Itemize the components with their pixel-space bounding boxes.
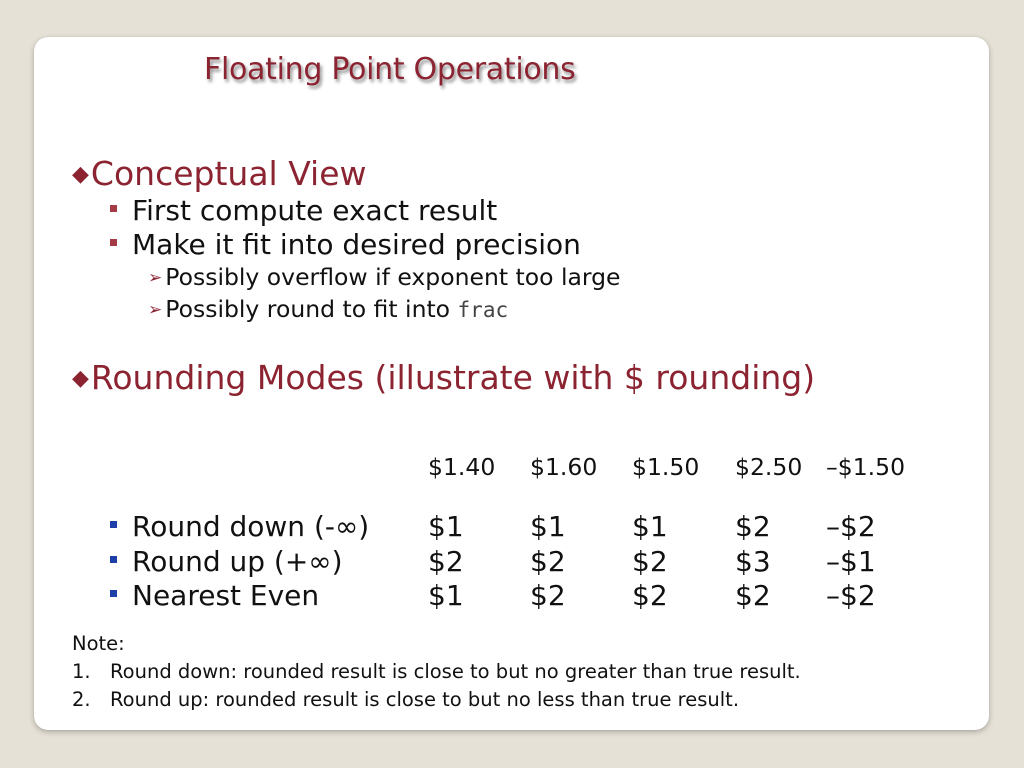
note-number: 1. [72, 660, 91, 683]
table-cell: $2 [735, 579, 771, 612]
table-cell: $1 [632, 510, 668, 543]
diamond-bullet-icon: ◆ [72, 366, 89, 391]
table-row-label: Nearest Even [110, 582, 319, 610]
note-item [72, 662, 801, 682]
table-cell: $3 [735, 545, 771, 578]
sub-list-item-label: Possibly overflow if exponent too large [165, 263, 621, 291]
list-item [110, 228, 581, 261]
table-cell: –$1 [826, 545, 876, 578]
arrow-bullet-icon: ➢ [148, 300, 163, 320]
section-heading-rounding [72, 358, 816, 397]
section-heading-conceptual [72, 154, 367, 193]
note-item [72, 690, 739, 710]
table-cell: $2 [735, 510, 771, 543]
table-cell: –$2 [826, 579, 876, 612]
square-bullet-icon [110, 590, 117, 597]
section-heading-label: Conceptual View [90, 154, 367, 193]
list-item-label: Make it fit into desired precision [132, 228, 581, 261]
square-bullet-icon [110, 205, 117, 212]
table-header-cell: $1.50 [632, 453, 700, 481]
table-row-label: Round down (-∞) [110, 513, 369, 541]
list-item-label: First compute exact result [132, 194, 498, 227]
square-bullet-icon [110, 521, 117, 528]
note-label: Note: [72, 632, 125, 655]
slide-title: Floating Point Operations [204, 52, 576, 87]
sub-list-item [148, 263, 621, 291]
code-frac: frac [457, 298, 509, 322]
table-row-label: Round up (+∞) [110, 548, 343, 576]
note-text: Round down: rounded result is close to but no greater than true result. [110, 660, 801, 683]
square-bullet-icon [110, 239, 117, 246]
arrow-bullet-icon: ➢ [148, 268, 163, 288]
table-cell: $1 [428, 579, 464, 612]
table-header-cell: $1.60 [530, 453, 598, 481]
note-text: Round up: rounded result is close to but no less than true result. [110, 688, 740, 711]
table-header-cell: $2.50 [735, 453, 803, 481]
table-cell: $2 [632, 579, 668, 612]
diamond-bullet-icon: ◆ [72, 162, 89, 187]
sub-list-item-label: Possibly round to fit into [165, 295, 458, 323]
table-cell: $2 [530, 545, 566, 578]
table-header-cell: –$1.50 [826, 453, 906, 481]
table-cell: $2 [530, 579, 566, 612]
list-item [110, 194, 498, 227]
sub-list-item [148, 295, 509, 323]
section-heading-label: Rounding Modes (illustrate with $ rounding) [90, 358, 816, 397]
table-cell: –$2 [826, 510, 876, 543]
table-cell: $2 [428, 545, 464, 578]
table-cell: $2 [632, 545, 668, 578]
square-bullet-icon [110, 556, 117, 563]
table-cell: $1 [530, 510, 566, 543]
table-cell: $1 [428, 510, 464, 543]
note-number: 2. [72, 688, 91, 711]
table-header-cell: $1.40 [428, 453, 496, 481]
